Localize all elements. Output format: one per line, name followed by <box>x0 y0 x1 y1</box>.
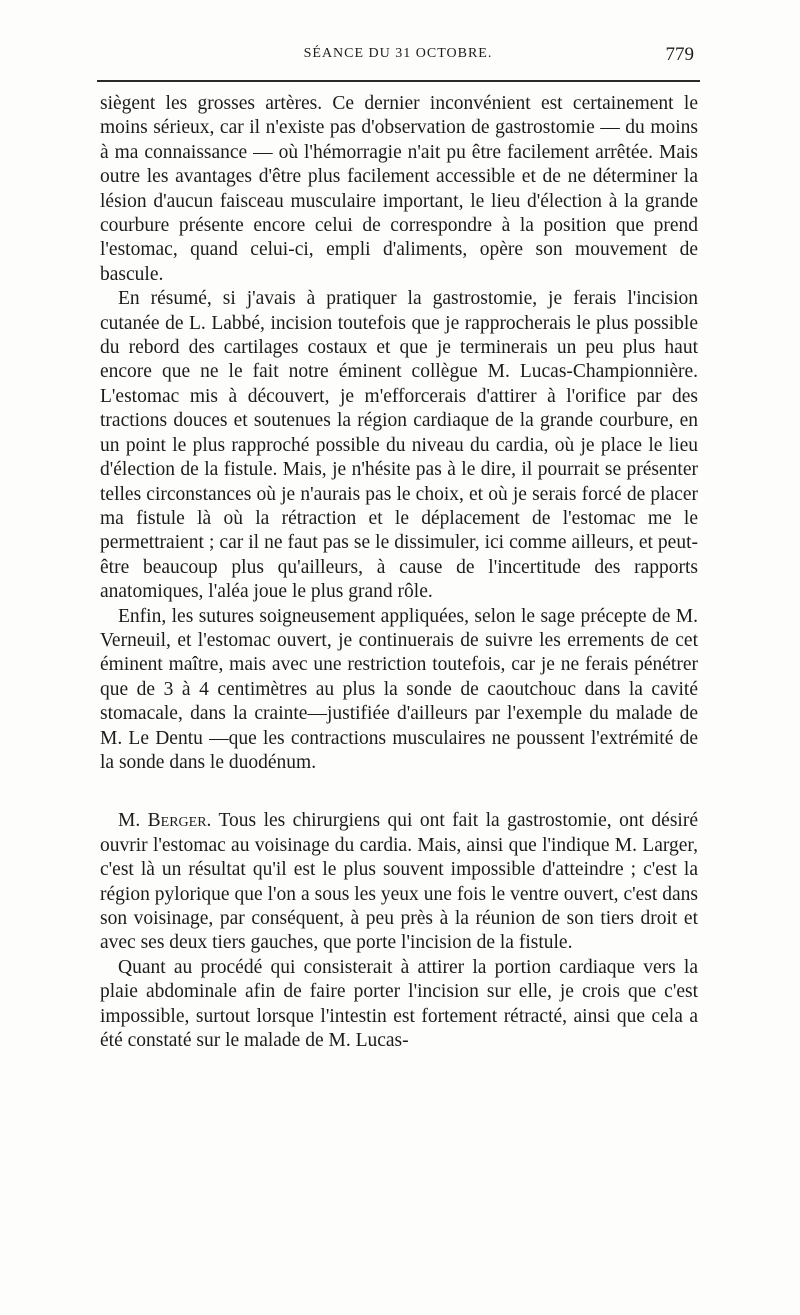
page-header <box>96 44 700 74</box>
paragraph-berger-text: Tous les chirurgiens qui ont fait la gastrostomie, ont désiré ouvrir l'estomac au voisinage du cardia. Mais, ainsi que l'indique M. Larger, c'est là un résultat qu'il est le plus souvent impossible d'atteindre ; c'est la région pylorique que l'on a sous les yeux une fois le ventre ouvert, c'est dans son voisinage, par conséquent, à peu près à la réunion de son tiers droit et avec ses deux tiers gauches, que porte l'incision de la fistule. <box>100 810 698 954</box>
paragraph-enfin: Enfin, les sutures soigneusement appliquées, selon le sage précepte de M. Verneuil, et l'estomac ouvert, je continuerais de suivre les errements de cet éminent maître, mais avec une restriction toutefois, car je ne ferais pénétrer que de 3 à 4 centimètres au plus la sonde de caoutchouc dans la cavité stomacale, dans la crainte—justifiée d'ailleurs par l'exemple du malade de M. Le Dentu —que les contractions musculaires ne poussent l'extrémité de la sonde dans le duodénum. <box>100 605 698 773</box>
paragraph-berger <box>100 809 698 955</box>
paragraph-continued: siègent les grosses artères. Ce dernier inconvénient est certainement le moins sérieux, car il n'existe pas d'observation de gastrostomie — du moins à ma connaissance — où l'hémorragie n'ait pu être facilement arrêtée. Mais outre les avantages d'être plus facilement accessible et de ne déterminer la lésion d'aucun faisceau musculaire important, le lieu d'élection à la grande courbure présente encore celui de correspondre à la position que prend l'estomac, quand celui-ci, empli d'aliments, opère son mouvement de bascule. <box>100 93 698 285</box>
paragraph-en-resume: En résumé, si j'avais à pratiquer la gastrostomie, je ferais l'incision cutanée de L. Labbé, incision toutefois que je rapprocherais le plus possible du rebord des cartilages costaux et que je terminerais un peu plus haut encore que ne le fait notre éminent collègue M. Lucas-Championnière. L'estomac mis à découvert, je m'efforcerais d'attirer à l'orifice par des tractions douces et soutenues la région cardiaque de la grande courbure, en un point le plus rapproché possible du niveau du cardia, où je place le lieu d'élection de la fistule. Mais, je n'hésite pas à le dire, il pourrait se présenter telles circonstances où je n'aurais pas le choix, et où je serais forcé de placer ma fistule là où la rétraction et le déplacement de l'estomac me le permettraient ; car il ne faut pas se le dissimuler, ici comme ailleurs, et peut-être beaucoup plus qu'ailleurs, à cause de l'incertitude des rapports anatomiques, l'aléa joue le plus grand rôle. <box>100 288 698 603</box>
body-text <box>100 92 698 1053</box>
header-rule <box>97 80 700 82</box>
running-head: SÉANCE DU 31 OCTOBRE. <box>303 46 493 61</box>
page-number: 779 <box>665 44 694 65</box>
paragraph-quant-au-procede: Quant au procédé qui consisterait à attirer la portion cardiaque vers la plaie abdominale afin de faire porter l'incision sur elle, je crois que c'est impossible, surtout lorsque l'intestin est fortement rétracté, ainsi que cela a été constaté sur le malade de M. Lucas- <box>100 956 698 1052</box>
speaker-name: M. Berger. <box>118 810 212 832</box>
